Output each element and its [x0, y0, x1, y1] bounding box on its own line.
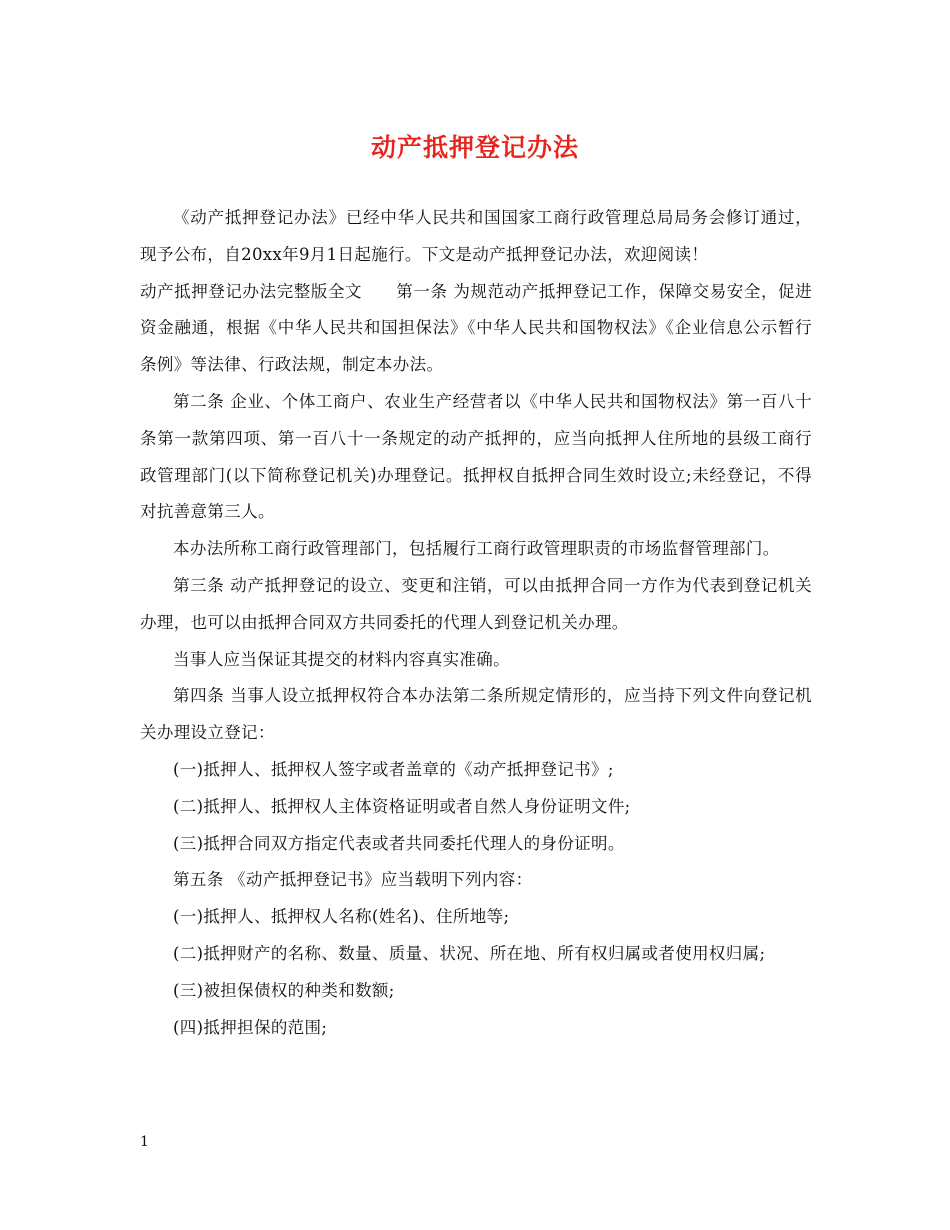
- document-title: 动产抵押登记办法: [370, 133, 579, 162]
- paragraph-article-3-note: 当事人应当保证其提交的材料内容真实准确。: [173, 649, 510, 669]
- list-item-article-4-3: (三)抵押合同双方指定代表或者共同委托代理人的身份证明。: [173, 833, 625, 853]
- list-item-article-5-4: (四)抵押担保的范围;: [173, 1017, 328, 1037]
- list-item-article-4-2: (二)抵押人、抵押权人主体资格证明或者自然人身份证明文件;: [173, 796, 631, 816]
- list-item-article-5-3: (三)被担保债权的种类和数额;: [173, 980, 395, 1000]
- paragraph-article-3: 第三条 动产抵押登记的设立、变更和注销，可以由抵押合同一方作为代表到登记机关办理，也可以由抵押合同双方共同委托的代理人到登记机关办理。: [140, 575, 812, 632]
- paragraph-article-1: 动产抵押登记办法完整版全文 第一条 为规范动产抵押登记工作，保障交易安全，促进资金融通，根据《中华人民共和国担保法》《中华人民共和国物权法》《企业信息公示暂行条例》等法律、行政法规，制定本办法。: [140, 281, 812, 375]
- paragraph-article-2-note: 本办法所称工商行政管理部门，包括履行工商行政管理职责的市场监督管理部门。: [173, 539, 780, 559]
- paragraph-article-2: 第二条 企业、个体工商户、农业生产经营者以《中华人民共和国物权法》第一百八十条第一款第四项、第一百八十一条规定的动产抵押的，应当向抵押人住所地的县级工商行政管理部门(以下简称登记机关)办理登记。抵押权自抵押合同生效时设立;未经登记，不得对抗善意第三人。: [140, 391, 812, 522]
- paragraph-article-5: 第五条 《动产抵押登记书》应当载明下列内容：: [173, 870, 533, 890]
- document-body: [140, 200, 812, 1046]
- paragraph-intro: 《动产抵押登记办法》已经中华人民共和国国家工商行政管理总局局务会修订通过，现予公布，自20xx年9月1日起施行。下文是动产抵押登记办法，欢迎阅读！: [140, 208, 812, 264]
- page-number: 1: [140, 1134, 149, 1150]
- list-item-article-4-1: (一)抵押人、抵押权人签字或者盖章的《动产抵押登记书》;: [173, 759, 614, 779]
- list-item-article-5-1: (一)抵押人、抵押权人名称(姓名)、住所地等;: [173, 907, 510, 927]
- paragraph-article-4: 第四条 当事人设立抵押权符合本办法第二条所规定情形的，应当持下列文件向登记机关办理设立登记：: [140, 686, 812, 743]
- list-item-article-5-2: (二)抵押财产的名称、数量、质量、状况、所在地、所有权归属或者使用权归属;: [173, 943, 766, 963]
